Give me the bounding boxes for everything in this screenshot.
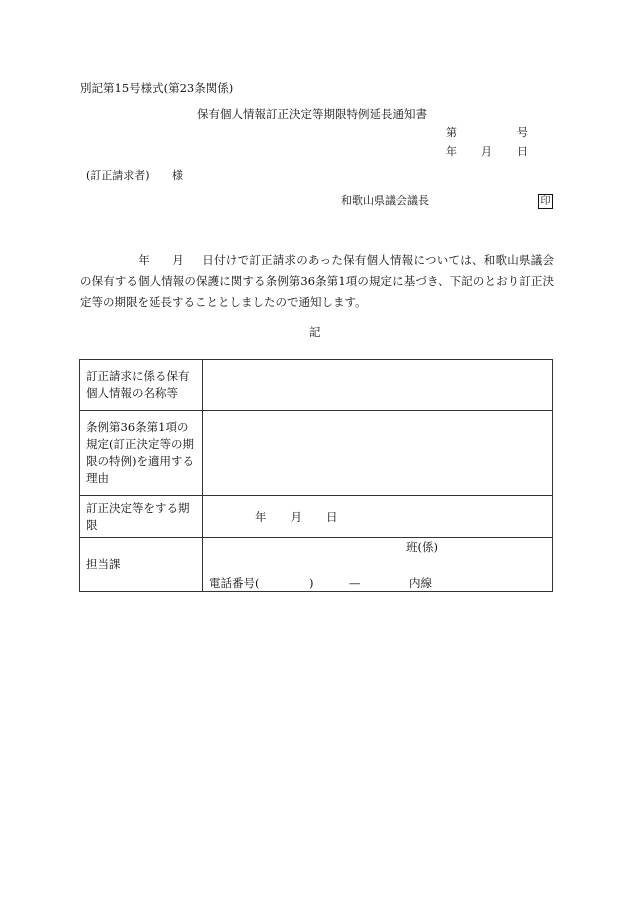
document-title: 保有個人情報訂正決定等期限特例延長通知書 bbox=[197, 107, 427, 121]
date-day: 日 bbox=[517, 145, 528, 158]
recipient-honorific: 様 bbox=[172, 169, 183, 182]
row-value-reason bbox=[203, 411, 553, 496]
table-row bbox=[80, 360, 553, 411]
doc-number-prefix: 第 bbox=[446, 126, 457, 139]
deadline-year: 年 bbox=[255, 509, 267, 524]
body-month: 月 bbox=[172, 253, 184, 267]
phone-extension-label: 内線 bbox=[409, 576, 432, 590]
table-row bbox=[80, 538, 553, 592]
phone-dash: — bbox=[349, 576, 361, 590]
deadline-month: 月 bbox=[290, 509, 302, 524]
deadline-day: 日 bbox=[326, 509, 338, 524]
date-year: 年 bbox=[446, 145, 457, 158]
form-reference: 別記第15号様式(第23条関係) bbox=[80, 81, 234, 95]
table-row bbox=[80, 496, 553, 538]
row-label-info-name: 訂正請求に係る保有個人情報の名称等 bbox=[80, 360, 203, 411]
phone-close-paren: ) bbox=[309, 576, 314, 590]
row-label-reason: 条例第36条第1項の規定(訂正決定等の期限の特例)を適用する理由 bbox=[80, 411, 203, 496]
row-value-department bbox=[203, 538, 553, 592]
row-value-deadline bbox=[203, 496, 553, 538]
row-value-info-name bbox=[203, 360, 553, 411]
seal-mark: 印 bbox=[538, 194, 553, 209]
phone-label: 電話番号( bbox=[209, 576, 260, 590]
date-month: 月 bbox=[481, 145, 492, 158]
body-text: 日付けで訂正請求のあった保有個人情報については、和歌山県議会の保有する個人情報の保護に関する条例第36条第1項の規定に基づき、下記のとおり訂正決定等の期限を延長することとしましたので通知します。 bbox=[80, 253, 555, 309]
body-year: 年 bbox=[138, 253, 150, 267]
notice-table bbox=[79, 359, 553, 592]
team-label: 班(係) bbox=[406, 540, 438, 554]
table-row bbox=[80, 411, 553, 496]
ki-heading: 記 bbox=[309, 325, 321, 339]
doc-number-suffix: 号 bbox=[517, 126, 528, 139]
row-label-department: 担当課 bbox=[80, 538, 203, 592]
recipient-label: (訂正請求者) bbox=[86, 169, 150, 182]
notice-body bbox=[80, 250, 554, 313]
sender-name: 和歌山県議会議長 bbox=[341, 194, 429, 207]
row-label-deadline: 訂正決定等をする期限 bbox=[80, 496, 203, 538]
